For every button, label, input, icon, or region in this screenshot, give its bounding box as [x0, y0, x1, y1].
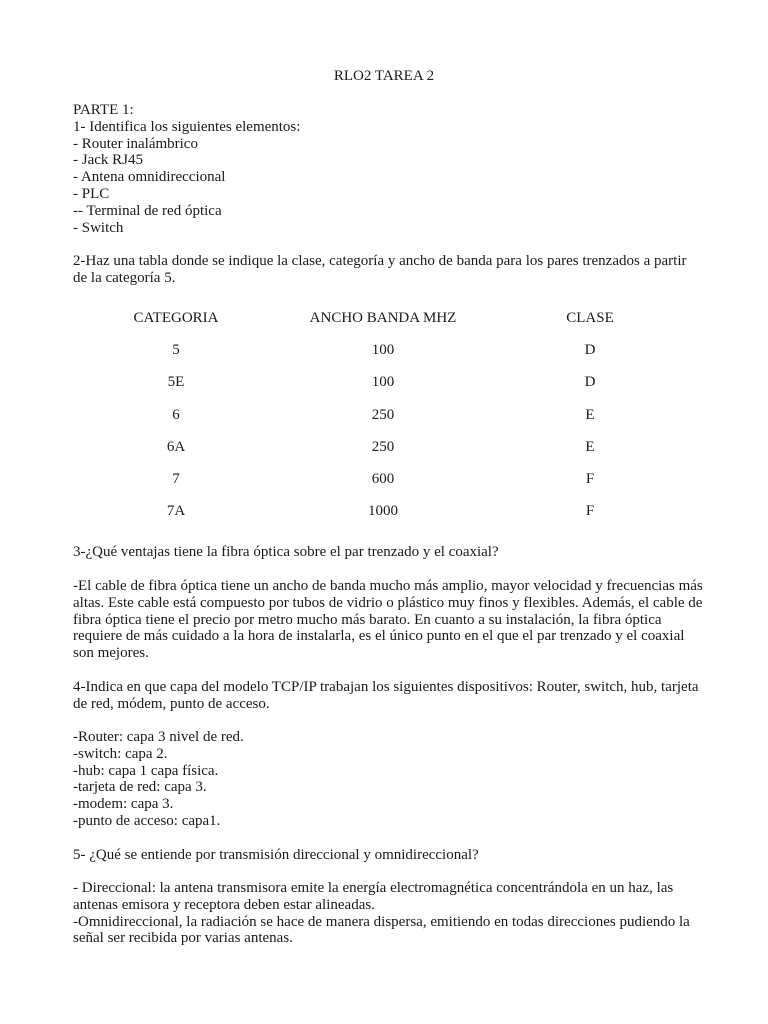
list-item: -punto de acceso: capa1.	[73, 812, 221, 829]
document-title: RLO2 TAREA 2	[333, 68, 435, 84]
list-item: - Jack RJ45	[73, 152, 143, 169]
question-5	[73, 847, 703, 864]
question-3-text: 3-¿Qué ventajas tiene la fibra óptica sobre el par trenzado y el coaxial?	[73, 544, 499, 560]
list-item: - Antena omnidireccional	[73, 169, 226, 186]
question-4-text: 4-Indica en que capa del modelo TCP/IP trabajan los siguientes dispositivos: Router, switch, hub, tarjeta de red, módem, punto de acceso.	[73, 679, 699, 712]
list-item: -hub: capa 1 capa física.	[73, 762, 219, 779]
question-1: 1- Identifica los siguientes elementos:	[73, 118, 301, 135]
table-row	[73, 374, 703, 406]
table-cell: 7	[172, 470, 180, 487]
table-header-ancho-banda: ANCHO BANDA MHZ	[309, 310, 457, 326]
table-cell: 6A	[166, 438, 186, 455]
list-item: -tarjeta de red: capa 3.	[73, 779, 207, 796]
table-cell: F	[585, 503, 595, 520]
list-item: -- Terminal de red óptica	[73, 202, 222, 219]
table-cell: 600	[371, 470, 395, 487]
question-3	[73, 544, 703, 561]
question-2-text: 2-Haz una tabla donde se indique la clase, categoría y ancho de banda para los pares trenzados a partir de la categoría 5.	[73, 253, 687, 286]
question-5-text: 5- ¿Qué se entiende por transmisión direccional y omnidireccional?	[73, 847, 479, 863]
table-cell: 250	[371, 438, 395, 455]
part1-section	[73, 102, 703, 236]
table-header-clase: CLASE	[566, 310, 614, 326]
list-item: -Router: capa 3 nivel de red.	[73, 729, 244, 745]
table-cell: 5	[172, 342, 180, 359]
table-cell: 100	[371, 374, 395, 391]
table-row	[73, 471, 703, 503]
question-2	[73, 253, 703, 287]
table-row	[73, 407, 703, 439]
question-4	[73, 679, 703, 713]
list-item: - Router inalámbrico	[73, 135, 198, 152]
table-cell: D	[584, 374, 596, 391]
list-item: -switch: capa 2.	[73, 745, 168, 762]
table-row	[73, 503, 703, 535]
table-header-row	[73, 310, 703, 342]
table-cell: 5E	[167, 374, 185, 391]
answer-5-directional: - Direccional: la antena transmisora emite la energía electromagnética concentrándola en un haz, las antenas emisora y receptora deben estar alineadas.	[73, 880, 674, 913]
answer-5-omnidirectional: -Omnidireccional, la radiación se hace de manera dispersa, emitiendo en todas direcciones pudiendo la señal ser recibida por varias antenas.	[73, 913, 690, 947]
list-item: - Switch	[73, 219, 124, 236]
table-cell: D	[584, 342, 596, 359]
table-cell: E	[585, 406, 595, 423]
table-row	[73, 439, 703, 471]
answer-3-text: -El cable de fibra óptica tiene un ancho de banda mucho más amplio, mayor velocidad y frecuencias más altas. Este cable está compuesto por tubos de vidrio o plástico muy finos y flexibles. Además, el cable de fibra óptica tiene el precio por metro mucho más barato. En cuanto a su instalación, la fibra óptica requiere de más cuidado a la hora de instalarla, es el único punto en el que el par trenzado y el coaxial son mejores.	[73, 578, 703, 662]
answer-3	[73, 578, 703, 662]
table-cell: F	[585, 470, 595, 487]
table-cell: 100	[371, 342, 395, 359]
table-row	[73, 342, 703, 374]
answer-4	[73, 729, 703, 830]
table-cell: 1000	[368, 503, 398, 520]
list-item: - PLC	[73, 185, 110, 202]
table-cell: 7A	[166, 503, 186, 520]
answer-5	[73, 880, 703, 947]
table-cell: 250	[371, 406, 395, 423]
list-item: -modem: capa 3.	[73, 796, 174, 813]
table-header-categoria: CATEGORIA	[133, 310, 219, 326]
cable-category-table	[73, 310, 703, 535]
table-cell: 6	[172, 406, 180, 423]
table-cell: E	[585, 438, 595, 455]
part1-heading: PARTE 1:	[73, 102, 134, 118]
